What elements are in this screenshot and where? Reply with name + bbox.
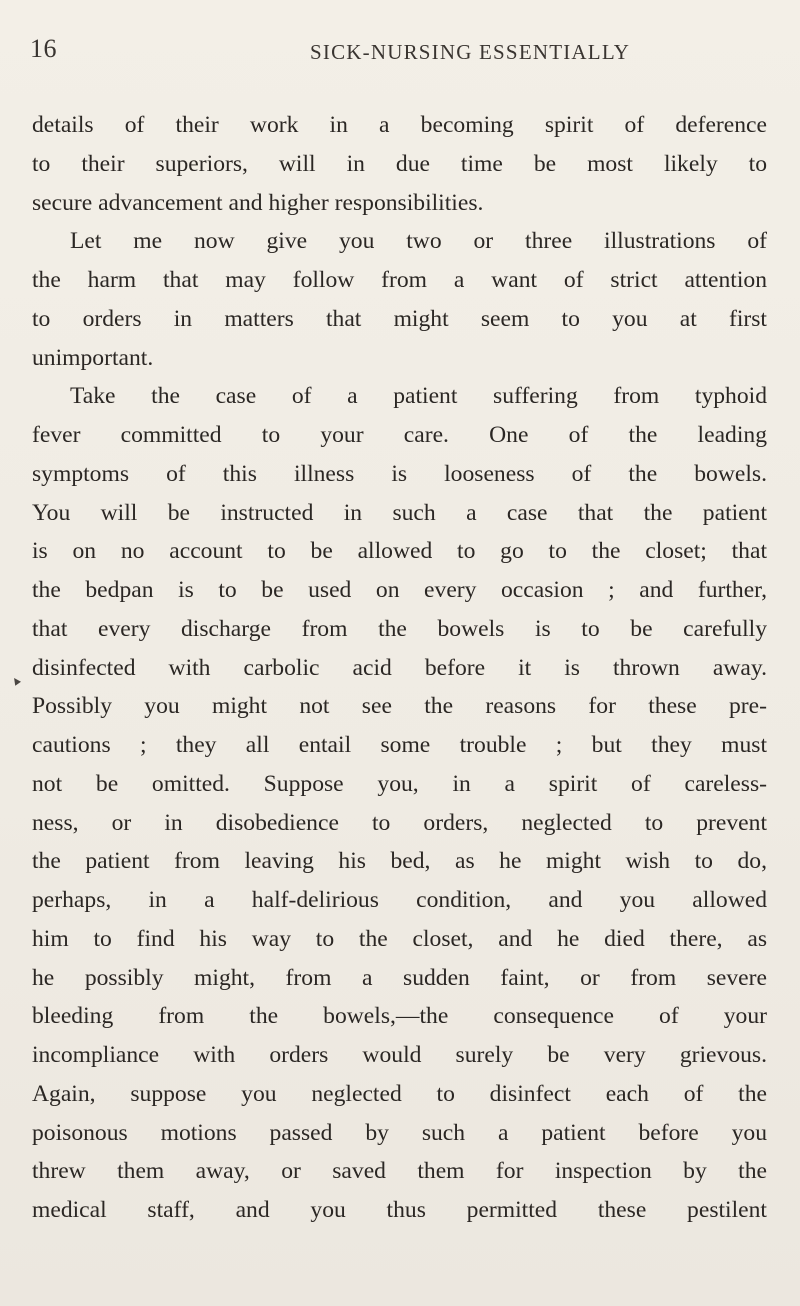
text-line: not be omitted. Suppose you, in a spirit of careless- <box>32 770 767 797</box>
text-line: the harm that may follow from a want of strict attention <box>32 267 767 293</box>
text-line: cautions ; they all entail some trouble ; but they must <box>32 732 767 758</box>
text-line: incompliance with orders would surely be very grievous. <box>32 1042 767 1068</box>
text-line: him to find his way to the closet, and he died there, as <box>32 925 767 952</box>
text-line: unimportant. <box>32 344 154 371</box>
text-line: poisonous motions passed by such a patient before you <box>32 1119 767 1146</box>
page-number: 16 <box>30 34 57 63</box>
text-line: to their superiors, will in due time be most likely to <box>32 150 767 177</box>
text-line: disinfected with carbolic acid before it is thrown away. <box>32 654 767 681</box>
text-line: that every discharge from the bowels is to be carefully <box>32 615 767 642</box>
body-text <box>32 106 767 1230</box>
text-line: the bedpan is to be used on every occasion ; and further, <box>32 577 767 603</box>
text-line: perhaps, in a half-delirious condition, and you allowed <box>32 887 767 913</box>
text-line: the patient from leaving his bed, as he might wish to do, <box>32 848 767 875</box>
text-line: Again, suppose you neglected to disinfect each of the <box>32 1080 767 1107</box>
text-line: details of their work in a becoming spirit of deference <box>32 112 767 138</box>
text-line: Let me now give you two or three illustrations of <box>70 228 767 255</box>
text-line: fever committed to your care. One of the leading <box>32 422 767 448</box>
text-line: is on no account to be allowed to go to the closet; that <box>32 538 767 565</box>
text-line: Possibly you might not see the reasons for these pre- <box>32 693 767 720</box>
text-line: threw them away, or saved them for inspection by the <box>32 1158 767 1185</box>
running-title: SICK-NURSING ESSENTIALLY <box>310 40 631 64</box>
text-line: bleeding from the bowels,—the consequence of your <box>32 1003 767 1030</box>
text-line: Take the case of a patient suffering from typhoid <box>70 383 767 410</box>
text-line: You will be instructed in such a case that the patient <box>32 499 767 526</box>
text-line: to orders in matters that might seem to you at first <box>32 305 767 332</box>
text-line: symptoms of this illness is looseness of the bowels. <box>32 460 767 487</box>
text-line: secure advancement and higher responsibilities. <box>32 189 484 216</box>
running-head <box>30 30 770 70</box>
text-line: medical staff, and you thus permitted these pestilent <box>32 1197 767 1223</box>
text-line: ness, or in disobedience to orders, neglected to prevent <box>32 809 767 836</box>
ink-mark: ▲ <box>6 671 25 690</box>
text-line: he possibly might, from a sudden faint, or from severe <box>32 964 767 991</box>
